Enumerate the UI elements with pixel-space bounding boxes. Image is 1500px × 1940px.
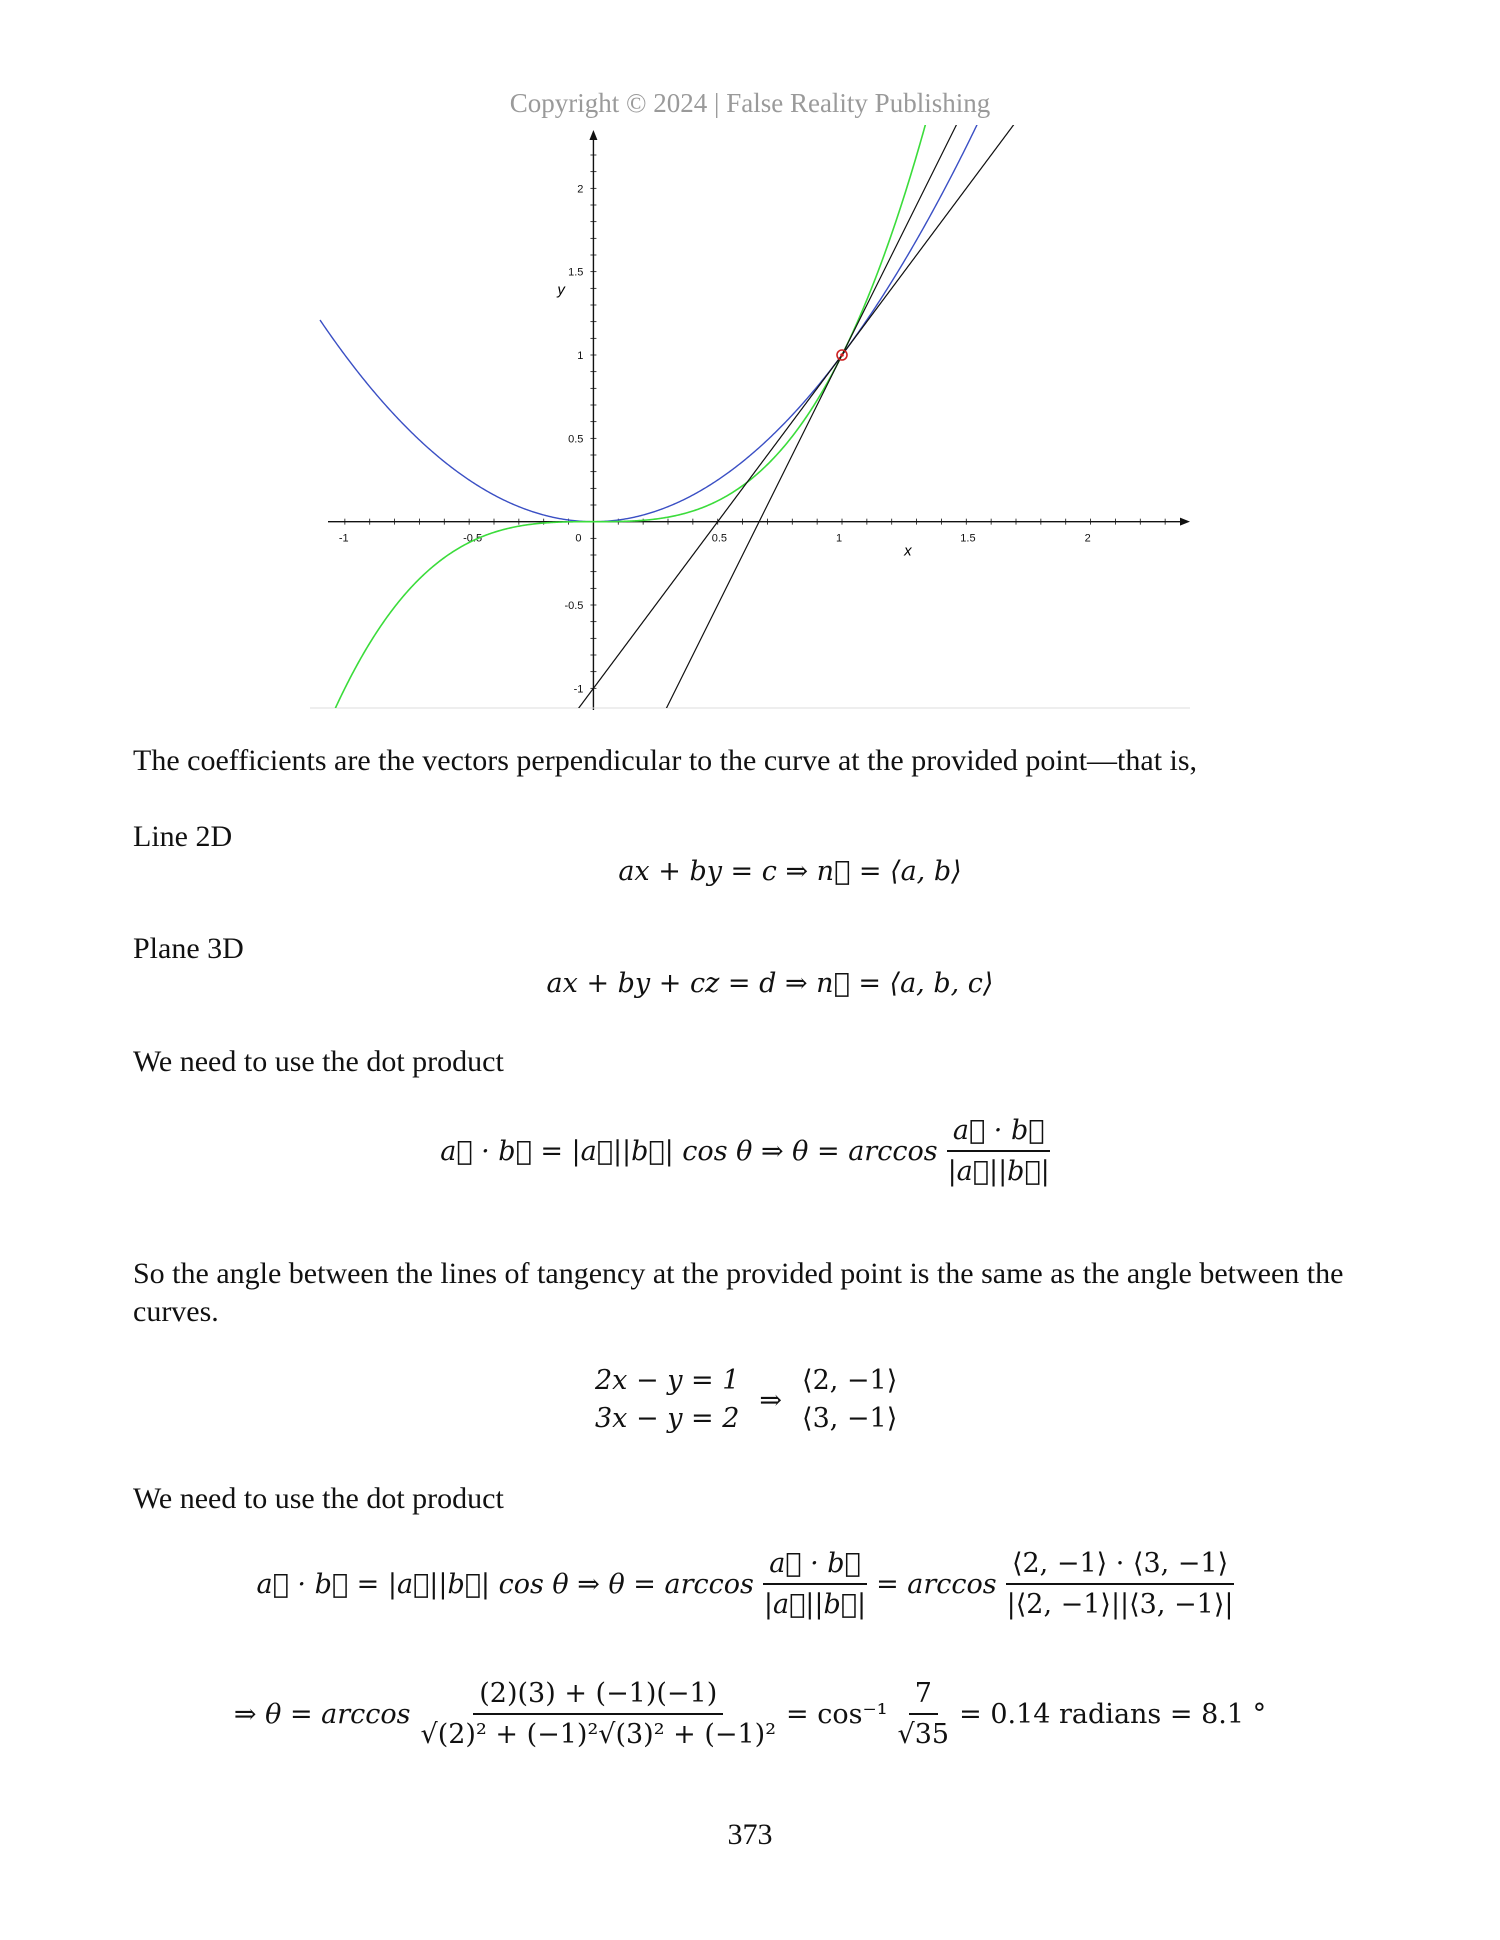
copyright-header: Copyright © 2024 | False Reality Publishing	[509, 88, 991, 118]
label-plane-3d: Plane 3D	[133, 932, 244, 965]
cubic-curve	[320, 125, 945, 710]
x-tick-label: -0.5	[463, 532, 483, 545]
final-answer: = 0.14 radians = 8.1 °	[959, 1698, 1267, 1730]
vector-fraction-denominator: |⟨2, −1⟩||⟨3, −1⟩|	[1006, 1589, 1234, 1620]
y-axis-arrow	[589, 130, 597, 140]
x-tick-label: 1.5	[960, 532, 976, 545]
x-axis-label: x	[904, 542, 912, 560]
final-simplified-numerator: 7	[909, 1678, 938, 1715]
equation-final-result	[0, 1678, 1500, 1750]
dot-product-fraction	[942, 1115, 1056, 1187]
normal-vector-2: ⟨3, −1⟩	[802, 1403, 898, 1434]
system-equation-1: 2x − y = 1	[595, 1365, 740, 1396]
y-tick-label: 0.5	[568, 433, 584, 446]
y-tick-label: 1	[577, 350, 584, 362]
graph-ticks	[339, 155, 1165, 695]
final-numerator: (2)(3) + (−1)(−1)	[473, 1678, 723, 1715]
x-tick-label: 0.5	[711, 532, 728, 545]
final-lhs: ⇒ θ = arccos	[233, 1698, 411, 1730]
normal-vector-1: ⟨2, −1⟩	[802, 1365, 898, 1396]
tangent-line-1	[520, 125, 1072, 710]
fraction-numerator-2: a⃗ · b⃗	[763, 1548, 867, 1585]
fraction-denominator: |a⃗||b⃗|	[947, 1156, 1050, 1187]
vector-fraction	[1001, 1548, 1240, 1620]
equation-dot-product-1	[0, 1115, 1500, 1187]
equation-dot-product-2	[0, 1548, 1500, 1620]
final-fraction	[415, 1678, 783, 1750]
x-axis-arrow	[1180, 518, 1190, 526]
x-tick-label: 1	[836, 532, 843, 545]
dot-product-fraction-2	[758, 1548, 872, 1620]
y-axis-label: y	[557, 281, 565, 299]
dot-product-lhs-2: a⃗ · b⃗ = |a⃗||b⃗| cos θ ⇒ θ = arccos	[256, 1568, 754, 1600]
final-denominator: √(2)² + (−1)²√(3)² + (−1)²	[420, 1719, 777, 1750]
paragraph-coefficients: The coefficients are the vectors perpendicular to the curve at the provided point—that is,	[133, 744, 1198, 777]
fraction-numerator: a⃗ · b⃗	[947, 1115, 1051, 1152]
equation-line-normal: ax + by = c ⇒ n⃗ = ⟨a, b⟩	[618, 856, 962, 887]
x-tick-label: 0	[575, 532, 582, 545]
paragraph-dot-product-1: We need to use the dot product	[133, 1045, 504, 1078]
tangent-line-2	[627, 125, 995, 710]
final-simplified-denominator: √35	[897, 1719, 950, 1750]
implies-arrow: ⇒	[759, 1384, 783, 1416]
x-tick-label: -1	[338, 532, 349, 545]
page-number: 373	[727, 1818, 773, 1851]
x-tick-label: 2	[1084, 532, 1091, 545]
y-tick-label: 1.5	[568, 266, 584, 279]
paragraph-angle-tangency: So the angle between the lines of tangency at the provided point is the same as the angle between the curves.	[133, 1257, 1344, 1328]
vector-fraction-numerator: ⟨2, −1⟩ · ⟨3, −1⟩	[1006, 1548, 1234, 1585]
function-graph	[300, 125, 1200, 710]
tangency-point-center	[840, 353, 844, 357]
graph-curves	[320, 125, 1072, 710]
final-simplified-fraction	[892, 1678, 956, 1750]
graph-axes	[310, 130, 1190, 710]
equation-plane-normal: ax + by + cz = d ⇒ n⃗ = ⟨a, b, c⟩	[546, 968, 994, 999]
y-tick-label: -1	[573, 683, 584, 696]
equation-system	[595, 1362, 897, 1438]
y-tick-label: -0.5	[564, 600, 584, 612]
system-equation-2: 3x − y = 2	[595, 1403, 740, 1434]
dot-product-lhs: a⃗ · b⃗ = |a⃗||b⃗| cos θ ⇒ θ = arccos	[440, 1135, 938, 1167]
paragraph-dot-product-2: We need to use the dot product	[133, 1482, 504, 1515]
label-line-2d: Line 2D	[133, 820, 233, 853]
fraction-denominator-2: |a⃗||b⃗|	[763, 1589, 867, 1620]
y-tick-label: 2	[577, 183, 584, 196]
arccos-equals: = arccos	[876, 1568, 997, 1600]
final-inverse-cos: = cos⁻¹	[786, 1698, 888, 1730]
